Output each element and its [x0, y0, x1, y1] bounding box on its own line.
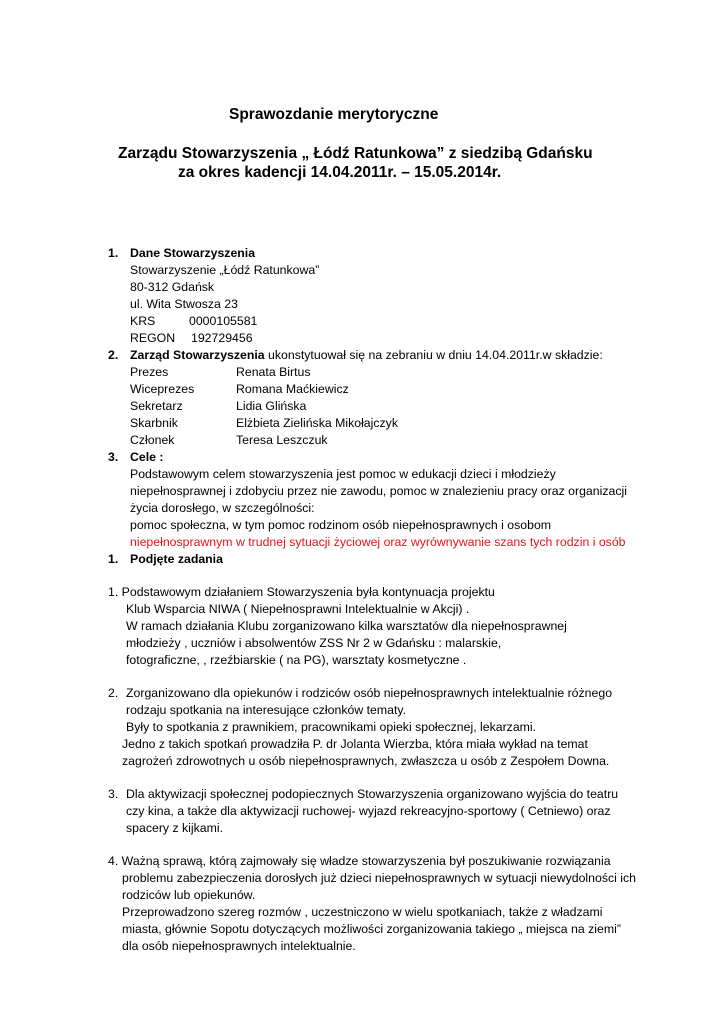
task-2-text: Zorganizowano dla opiekunów i rodziców osób niepełnosprawnych intelektualnie różnego — [126, 686, 613, 700]
title-subline-2: za okres kadencji 14.04.2011r. – 15.05.2014r. — [178, 164, 502, 181]
board-member: Teresa Leszczuk — [236, 433, 328, 447]
section-4-number: 1. — [108, 552, 119, 566]
goals-text: Podstawowym celem stowarzyszenia jest pomoc w edukacji dzieci i młodzieży — [130, 467, 556, 481]
task-2-text: Były to spotkania z prawnikiem, pracownikami opieki społecznej, lekarzami. — [126, 720, 537, 734]
task-2-number: 2. — [108, 686, 119, 700]
org-street: ul. Wita Stwosza 23 — [130, 297, 238, 311]
task-1-text: młodzieży , uczniów i absolwentów ZSS Nr 2 w Gdańsku : malarskie, — [126, 636, 502, 650]
section-4-heading: Podjęte zadania — [130, 552, 223, 566]
section-2-heading: Zarząd Stowarzyszenia — [130, 348, 265, 362]
task-3-number: 3. — [108, 787, 119, 801]
org-postal: 80-312 Gdańsk — [130, 280, 215, 294]
task-4-text: problemu zabezpieczenia dorosłych już dzieci niepełnosprawnych w sytuacji niewydolności ich — [122, 871, 637, 885]
goals-text: życia dorosłego, w szczególności: — [130, 501, 315, 515]
section-2-line — [130, 347, 603, 364]
board-role: Prezes — [130, 365, 169, 379]
krs-label: KRS — [130, 314, 156, 328]
board-role: Wiceprezes — [130, 382, 195, 396]
regon-label: REGON — [130, 331, 176, 345]
task-3-text: Dla aktywizacji społecznej podopiecznych Stowarzyszenia organizowano wyjścia do teatru — [126, 787, 619, 801]
section-2-number: 2. — [108, 348, 119, 362]
section-1-heading: Dane Stowarzyszenia — [130, 246, 256, 260]
board-member: Elżbieta Zielińska Mikołajczyk — [236, 416, 398, 430]
section-1-number: 1. — [108, 246, 119, 260]
section-3-heading: Cele : — [130, 450, 164, 464]
task-4-text: 4. Ważną sprawą, którą zajmowały się władze stowarzyszenia był poszukiwanie rozwiązania — [108, 854, 611, 868]
board-member: Romana Maćkiewicz — [236, 382, 349, 396]
task-4-text: rodziców lub opiekunów. — [122, 888, 256, 902]
page-title: Sprawozdanie merytoryczne — [229, 106, 439, 123]
section-2-intro: ukonstytuował się na zebraniu w dniu 14.04.2011r.w składzie: — [264, 348, 603, 362]
task-2-text: zagrożeń zdrowotnych u osób niepełnosprawnych, zwłaszcza u osób z Zespołem Downa. — [122, 754, 610, 768]
krs-value: 0000105581 — [189, 314, 258, 328]
task-4-text: Przeprowadzono szereg rozmów , uczestniczono w wielu spotkaniach, także z władzami — [122, 905, 603, 919]
board-role: Skarbnik — [130, 416, 178, 430]
task-2-text: Jedno z takich spotkań prowadziła P. dr Jolanta Wierzba, która miała wykład na temat — [122, 737, 588, 751]
board-role: Członek — [130, 433, 175, 447]
task-1-text: 1. Podstawowym działaniem Stowarzyszenia była kontynuacja projektu — [108, 585, 495, 599]
task-3-text: czy kina, a także dla aktywizacji ruchowej- wyjazd rekreacyjno-sportowy ( Cetniewo) oraz — [126, 804, 611, 818]
title-subline-1: Zarządu Stowarzyszenia „ Łódź Ratunkowa” z siedzibą Gdańsku — [118, 145, 593, 162]
org-name: Stowarzyszenie „Łódź Ratunkowa” — [130, 263, 320, 277]
task-1-text: Klub Wsparcia NIWA ( Niepełnosprawni Intelektualnie w Akcji) . — [126, 602, 470, 616]
section-3-number: 3. — [108, 450, 119, 464]
regon-value: 192729456 — [191, 331, 253, 345]
board-role: Sekretarz — [130, 399, 183, 413]
board-member: Renata Birtus — [236, 365, 311, 379]
task-4-text: dla osób niepełnosprawnych intelektualnie. — [122, 939, 356, 953]
task-3-text: spacery z kijkami. — [126, 821, 224, 835]
task-2-text: rodzaju spotkania na interesujące członków tematy. — [126, 703, 407, 717]
task-4-text: miasta, głównie Sopotu dotyczących możliwości zorganizowania takiego „ miejsca na ziemi” — [122, 922, 621, 936]
goals-text-highlighted: niepełnosprawnym w trudnej sytuacji życiowej oraz wyrównywanie szans tych rodzin i osób — [130, 535, 626, 549]
board-member: Lidia Glińska — [236, 399, 307, 413]
goals-text: niepełnosprawnej i zdobyciu przez nie zawodu, pomoc w znalezieniu pracy oraz organizacji — [130, 484, 627, 498]
goals-text: pomoc społeczna, w tym pomoc rodzinom osób niepełnosprawnych i osobom — [130, 518, 552, 532]
task-1-text: fotograficzne, , rzeźbiarskie ( na PG), warsztaty kosmetyczne . — [126, 653, 467, 667]
task-1-text: W ramach działania Klubu zorganizowano kilka warsztatów dla niepełnosprawnej — [126, 619, 567, 633]
